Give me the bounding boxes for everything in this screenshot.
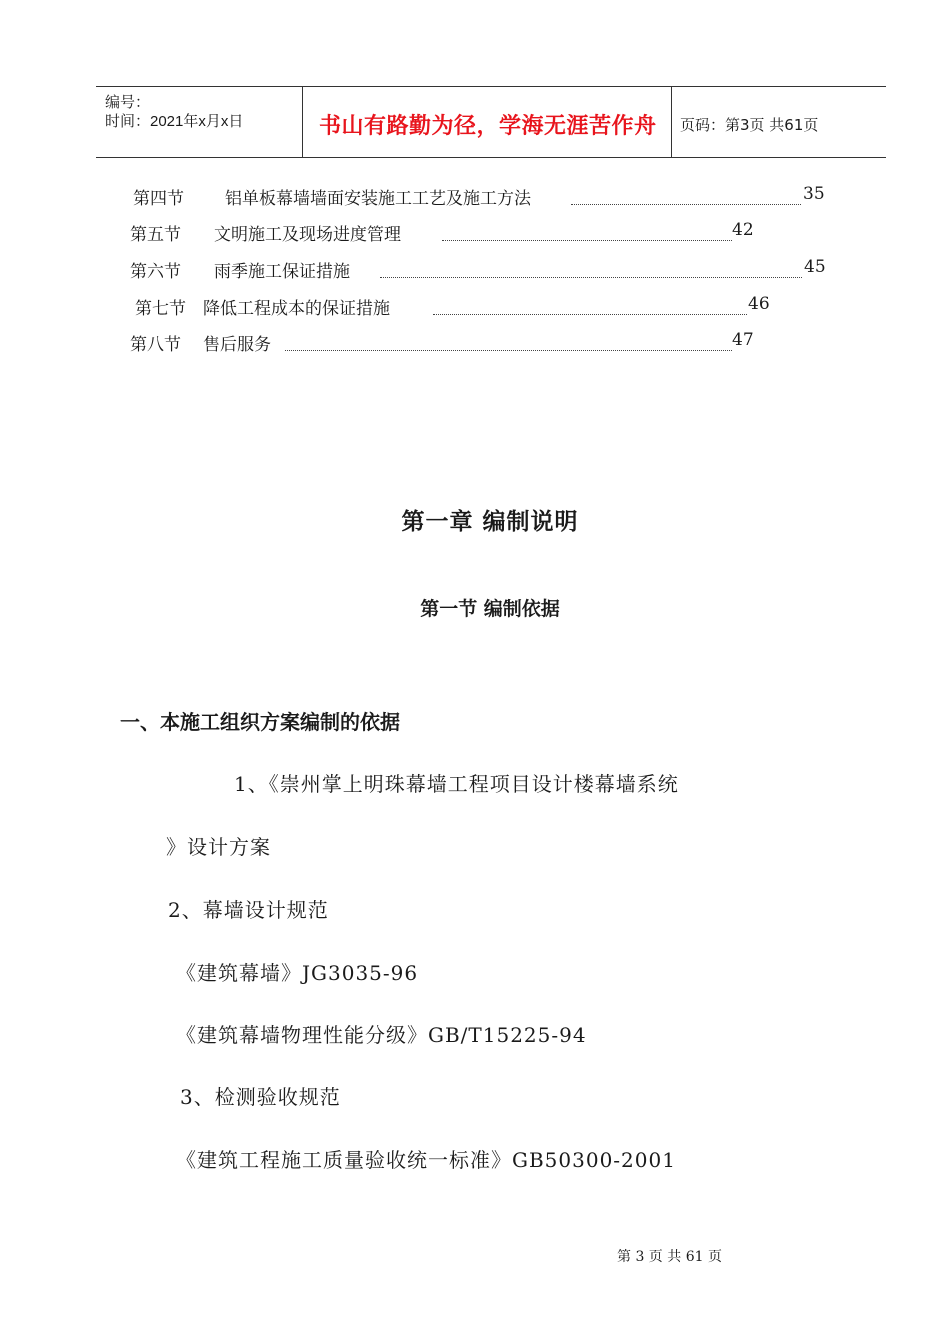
- toc-leader-dots: [442, 240, 732, 241]
- toc-leader-dots: [571, 204, 801, 205]
- document-time-label: 时间：2021年x月x日: [105, 113, 244, 130]
- toc-section-label: 第八节: [130, 335, 181, 355]
- body-paragraph: 》设计方案: [166, 835, 271, 859]
- toc-section-title: 雨季施工保证措施: [214, 262, 350, 282]
- heading-level-1: 一、本施工组织方案编制的依据: [120, 710, 400, 734]
- toc-leader-dots: [380, 277, 802, 278]
- toc-section-label: 第七节: [135, 299, 186, 319]
- body-paragraph: 1、《崇州掌上明珠幕墙工程项目设计楼幕墙系统: [234, 772, 679, 796]
- toc-section-title: 降低工程成本的保证措施: [203, 299, 390, 319]
- toc-page-number: 47: [732, 330, 754, 350]
- toc-entry[interactable]: [130, 257, 830, 281]
- body-paragraph: 《建筑工程施工质量验收统一标准》GB50300-2001: [176, 1148, 676, 1172]
- toc-section-label: 第五节: [130, 225, 181, 245]
- toc-leader-dots: [433, 314, 747, 315]
- section-title: 第一节 编制依据: [420, 598, 560, 620]
- document-number-label: 编号：: [105, 94, 151, 111]
- chapter-title: 第一章 编制说明: [401, 509, 579, 535]
- page-header: [96, 86, 886, 158]
- toc-page-number: 46: [748, 294, 770, 314]
- body-paragraph: 2、幕墙设计规范: [168, 898, 329, 922]
- toc-leader-dots: [285, 350, 732, 351]
- toc-entry[interactable]: [130, 330, 830, 354]
- header-page-cell: [671, 87, 886, 157]
- toc-entry[interactable]: [130, 220, 830, 244]
- body-paragraph: 《建筑幕墙物理性能分级》GB/T15225-94: [176, 1023, 587, 1047]
- page-footer: 第 3 页 共 61 页: [617, 1249, 722, 1265]
- toc-section-label: 第六节: [130, 262, 181, 282]
- toc-section-title: 文明施工及现场进度管理: [214, 225, 401, 245]
- toc-entry[interactable]: [133, 184, 833, 208]
- header-meta-cell: [96, 87, 302, 157]
- header-motto-cell: [302, 87, 672, 157]
- toc-page-number: 35: [803, 184, 825, 204]
- body-paragraph: 3、检测验收规范: [180, 1085, 341, 1109]
- toc-section-title: 售后服务: [203, 335, 271, 355]
- body-paragraph: 《建筑幕墙》JG3035-96: [176, 961, 419, 985]
- toc-section-label: 第四节: [133, 189, 184, 209]
- toc-page-number: 45: [804, 257, 826, 277]
- toc-section-title: 铝单板幕墙墙面安装施工工艺及施工方法: [225, 189, 531, 209]
- header-page-info: 页码：第3页 共61页: [680, 116, 819, 134]
- toc-page-number: 42: [732, 220, 754, 240]
- toc-entry[interactable]: [135, 294, 835, 318]
- header-motto: 书山有路勤为径，学海无涯苦作舟: [319, 114, 657, 139]
